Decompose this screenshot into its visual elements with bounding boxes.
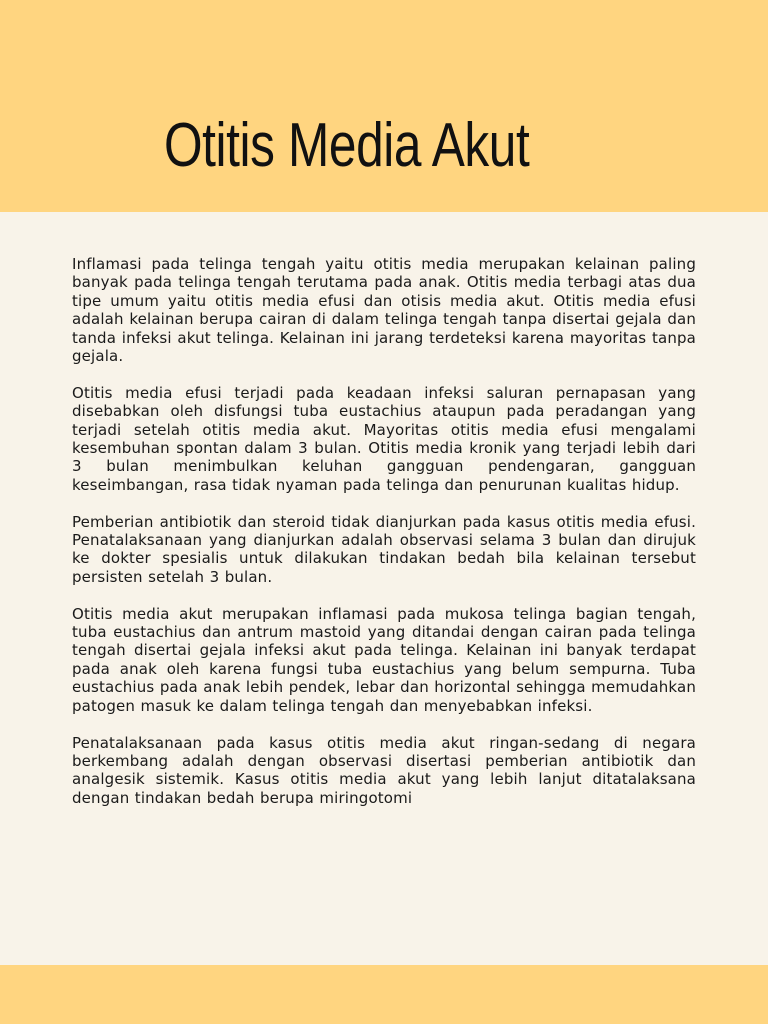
paragraph-2: Otitis media efusi terjadi pada keadaan infeksi saluran pernapasan yang disebabkan oleh disfungsi tuba eustachius ataupun pada peradangan yang terjadi setelah otitis media akut. Mayoritas otitis media efusi mengalami kesembuhan spontan dalam 3 bulan. Otitis media kronik yang terjadi lebih dari 3 bulan menimbulkan keluhan gangguan pendengaran, gangguan keseimbangan, rasa tidak nyaman pada telinga dan penurunan kualitas hidup. — [72, 383, 696, 494]
article-body — [72, 255, 696, 826]
page-title: Otitis Media Akut — [164, 111, 530, 180]
paragraph-5: Penatalaksanaan pada kasus otitis media akut ringan-sedang di negara berkembang adalah dengan observasi disertasi pemberian antibiotik dan analgesik sistemik. Kasus otitis media akut yang lebih lanjut ditatalaksana dengan tindakan bedah berupa miringotomi — [72, 733, 696, 807]
paragraph-3: Pemberian antibiotik dan steroid tidak dianjurkan pada kasus otitis media efusi. Penatalaksanaan yang dianjurkan adalah observasi selama 3 bulan dan dirujuk ke dokter spesialis untuk dilakukan tindakan bedah bila kelainan tersebut persisten setelah 3 bulan. — [72, 512, 696, 586]
header-band — [0, 0, 768, 212]
footer-band — [0, 965, 768, 1024]
paragraph-4: Otitis media akut merupakan inflamasi pada mukosa telinga bagian tengah, tuba eustachius dan antrum mastoid yang ditandai dengan cairan pada telinga tengah disertai gejala infeksi akut pada telinga. Kelainan ini banyak terdapat pada anak oleh karena fungsi tuba eustachius yang belum sempurna. Tuba eustachius pada anak lebih pendek, lebar dan horizontal sehingga memudahkan patogen masuk ke dalam telinga tengah dan menyebabkan infeksi. — [72, 604, 696, 715]
paragraph-1: Inflamasi pada telinga tengah yaitu otitis media merupakan kelainan paling banyak pada telinga tengah terutama pada anak. Otitis media terbagi atas dua tipe umum yaitu otitis media efusi dan otisis media akut. Otitis media efusi adalah kelainan berupa cairan di dalam telinga tengah tanpa disertai gejala dan tanda infeksi akut telinga. Kelainan ini jarang terdeteksi karena mayoritas tanpa gejala. — [72, 255, 696, 366]
